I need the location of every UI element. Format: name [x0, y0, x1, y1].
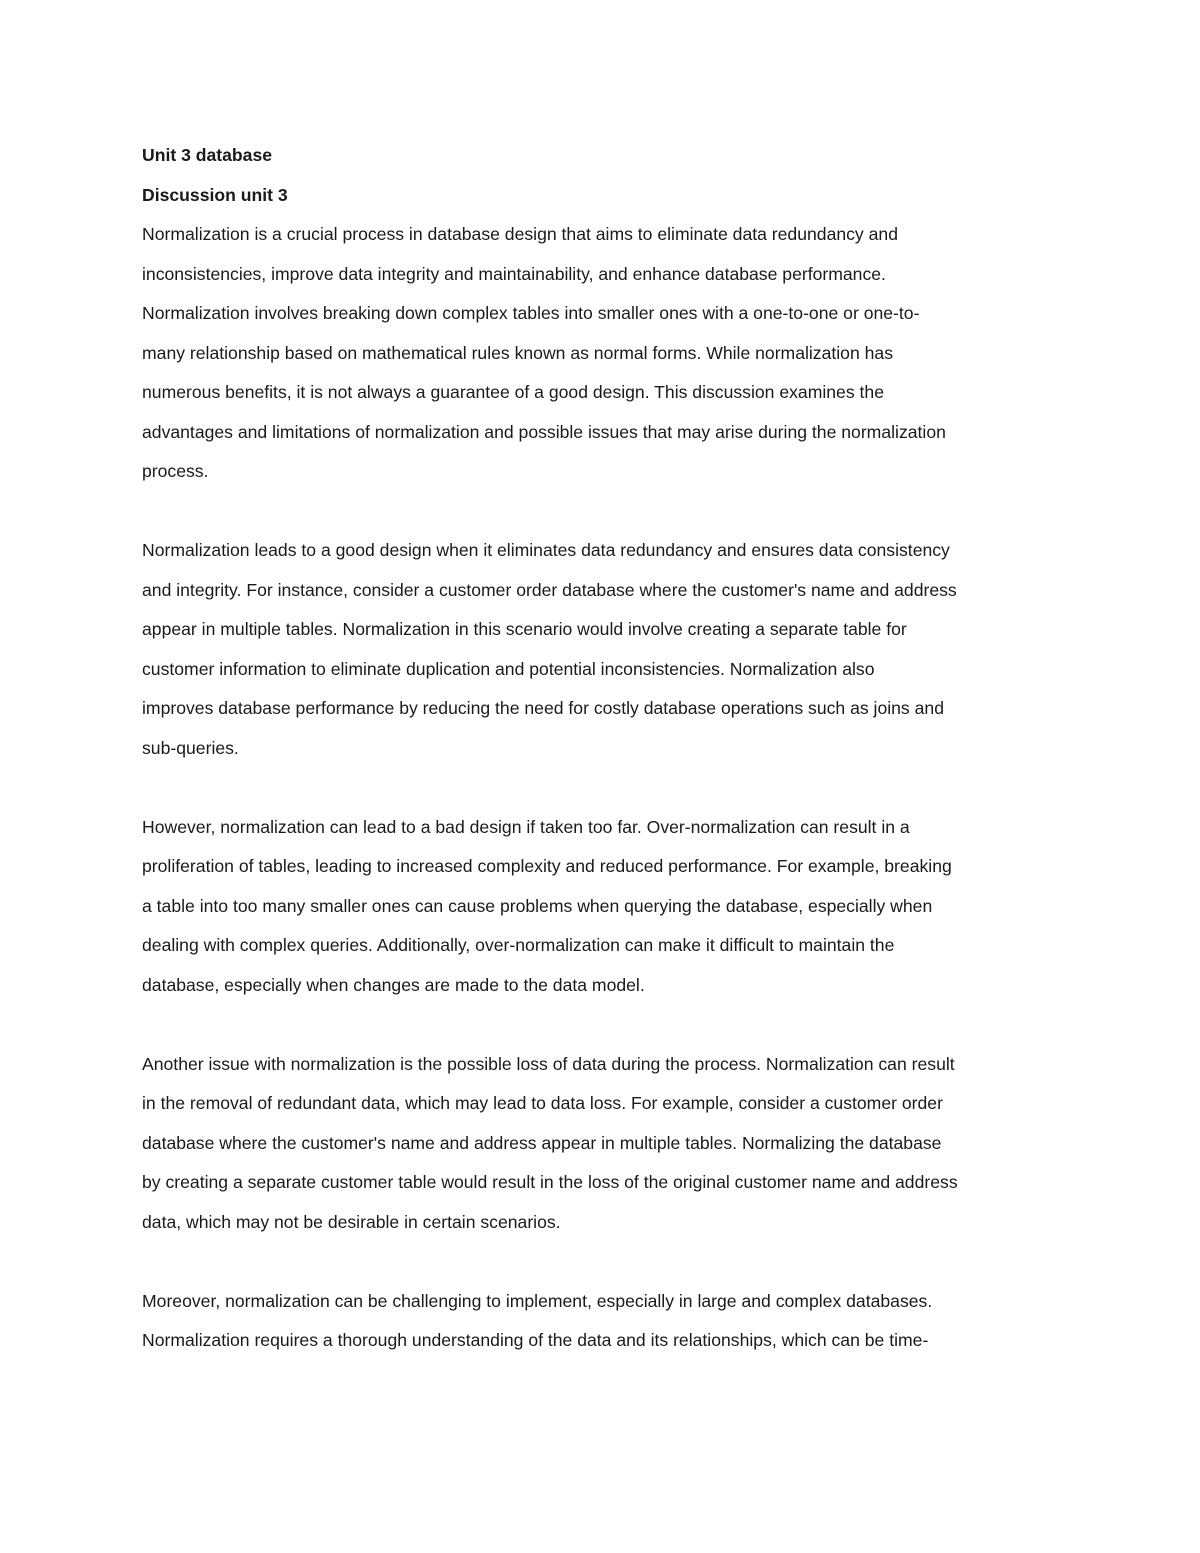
paragraph-line: Normalization is a crucial process in database design that aims to eliminate data redundancy and: [142, 224, 898, 244]
paragraph-line: Normalization involves breaking down complex tables into smaller ones with a one-to-one or one-to-: [142, 303, 920, 323]
paragraph-line: process.: [142, 461, 209, 481]
paragraph-1: [142, 215, 1058, 492]
paragraph-line: in the removal of redundant data, which may lead to data loss. For example, consider a customer order: [142, 1093, 943, 1113]
paragraph-line: by creating a separate customer table would result in the loss of the original customer name and address: [142, 1172, 958, 1192]
paragraph-line: numerous benefits, it is not always a guarantee of a good design. This discussion examines the: [142, 382, 884, 402]
paragraph-spacer: [142, 1242, 1058, 1282]
document-title: Unit 3 database: [142, 145, 273, 165]
paragraph-line: and integrity. For instance, consider a customer order database where the customer's name and address: [142, 579, 957, 600]
paragraph-4: [142, 1045, 1058, 1243]
paragraph-line: appear in multiple tables. Normalization in this scenario would involve creating a separate table for: [142, 619, 907, 639]
paragraph-line: many relationship based on mathematical rules known as normal forms. While normalization has: [142, 342, 894, 363]
paragraph-line: a table into too many smaller ones can cause problems when querying the database, especially when: [142, 895, 933, 916]
paragraph-line: proliferation of tables, leading to increased complexity and reduced performance. For example, breaking: [142, 856, 952, 876]
paragraph-line: Normalization requires a thorough understanding of the data and its relationships, which can be time-: [142, 1330, 929, 1350]
paragraph-spacer: [142, 1005, 1058, 1045]
paragraph-line: Another issue with normalization is the possible loss of data during the process. Normalization can result: [142, 1053, 955, 1074]
paragraph-5: [142, 1282, 1058, 1361]
paragraph-line: sub-queries.: [142, 737, 239, 758]
paragraph-line: advantages and limitations of normalization and possible issues that may arise during the normalization: [142, 421, 946, 442]
document-subtitle: Discussion unit 3: [142, 184, 288, 205]
paragraph-line: dealing with complex queries. Additionally, over-normalization can make it difficult to maintain the: [142, 935, 895, 955]
paragraph-line: data, which may not be desirable in certain scenarios.: [142, 1211, 561, 1232]
document-body: [142, 136, 1058, 1361]
paragraph-line: Normalization leads to a good design when it eliminates data redundancy and ensures data consistency: [142, 540, 950, 560]
paragraph-3: [142, 808, 1058, 1006]
paragraph-line: database, especially when changes are made to the data model.: [142, 974, 645, 995]
paragraph-line: improves database performance by reducing the need for costly database operations such as joins and: [142, 698, 944, 718]
paragraph-line: However, normalization can lead to a bad design if taken too far. Over-normalization can result in a: [142, 816, 910, 837]
paragraph-line: inconsistencies, improve data integrity and maintainability, and enhance database performance.: [142, 263, 886, 284]
paragraph-spacer: [142, 768, 1058, 808]
paragraph-line: database where the customer's name and address appear in multiple tables. Normalizing the database: [142, 1132, 942, 1153]
paragraph-line: customer information to eliminate duplication and potential inconsistencies. Normalization also: [142, 658, 875, 679]
paragraph-spacer: [142, 492, 1058, 532]
paragraph-line: Moreover, normalization can be challenging to implement, especially in large and complex databases.: [142, 1290, 933, 1311]
paragraph-2: [142, 531, 1058, 768]
